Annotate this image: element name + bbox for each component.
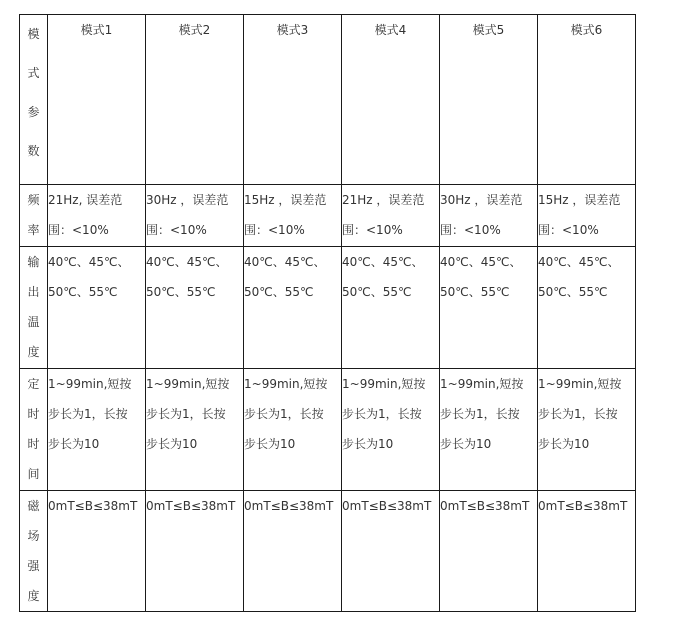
mode-header-4: 模式4 xyxy=(342,15,440,185)
corner-header-cell xyxy=(20,15,48,185)
temperature-cell-mode-1: 40℃、45℃、 50℃、55℃ xyxy=(48,247,146,369)
frequency-cell-mode-3: 15Hz ，误差范 围：<10% xyxy=(244,185,342,247)
frequency-cell-mode-2: 30Hz ，误差范 围：<10% xyxy=(146,185,244,247)
magnetic-cell-mode-1: 0mT≤B≤38mT xyxy=(48,491,146,612)
mode-parameter-table xyxy=(19,14,636,612)
frequency-row xyxy=(20,185,636,247)
frequency-cell-mode-6: 15Hz ，误差范 围：<10% xyxy=(538,185,636,247)
temperature-cell-mode-5: 40℃、45℃、 50℃、55℃ xyxy=(440,247,538,369)
timer-cell-mode-3: 1~99min,短按 步长为1，长按 步长为10 xyxy=(244,369,342,491)
timer-cell-mode-1: 1~99min,短按 步长为1，长按 步长为10 xyxy=(48,369,146,491)
corner-char: 参 xyxy=(27,105,40,119)
row-label-char: 度 xyxy=(27,589,40,603)
mode-header-2: 模式2 xyxy=(146,15,244,185)
row-label-char: 频 xyxy=(27,193,40,207)
magnetic-cell-mode-4: 0mT≤B≤38mT xyxy=(342,491,440,612)
row-label-char: 输 xyxy=(27,255,40,269)
row-label-char: 间 xyxy=(27,467,40,481)
row-label-char: 率 xyxy=(27,223,40,237)
mode-header-6: 模式6 xyxy=(538,15,636,185)
temperature-cell-mode-2: 40℃、45℃、 50℃、55℃ xyxy=(146,247,244,369)
row-label-char: 强 xyxy=(27,559,40,573)
timer-cell-mode-4: 1~99min,短按 步长为1，长按 步长为10 xyxy=(342,369,440,491)
timer-cell-mode-2: 1~99min,短按 步长为1，长按 步长为10 xyxy=(146,369,244,491)
row-label-char: 磁 xyxy=(27,499,40,513)
frequency-cell-mode-4: 21Hz ，误差范 围：<10% xyxy=(342,185,440,247)
frequency-cell-mode-1: 21Hz, 误差范 围：<10% xyxy=(48,185,146,247)
timer-cell-mode-6: 1~99min,短按 步长为1，长按 步长为10 xyxy=(538,369,636,491)
corner-char: 式 xyxy=(27,66,40,80)
temperature-cell-mode-3: 40℃、45℃、 50℃、55℃ xyxy=(244,247,342,369)
magnetic-cell-mode-3: 0mT≤B≤38mT xyxy=(244,491,342,612)
row-label-char: 时 xyxy=(27,437,40,451)
temperature-cell-mode-6: 40℃、45℃、 50℃、55℃ xyxy=(538,247,636,369)
row-label-char: 时 xyxy=(27,407,40,421)
timer-cell-mode-5: 1~99min,短按 步长为1，长按 步长为10 xyxy=(440,369,538,491)
header-row xyxy=(20,15,636,185)
corner-char: 数 xyxy=(27,144,40,158)
magnetic-field-row xyxy=(20,491,636,612)
mode-header-1: 模式1 xyxy=(48,15,146,185)
magnetic-cell-mode-2: 0mT≤B≤38mT xyxy=(146,491,244,612)
row-label-timer xyxy=(20,369,48,491)
temperature-row xyxy=(20,247,636,369)
magnetic-cell-mode-5: 0mT≤B≤38mT xyxy=(440,491,538,612)
row-label-frequency xyxy=(20,185,48,247)
row-label-char: 温 xyxy=(27,315,40,329)
corner-char: 模 xyxy=(27,27,40,41)
magnetic-cell-mode-6: 0mT≤B≤38mT xyxy=(538,491,636,612)
frequency-cell-mode-5: 30Hz ，误差范 围：<10% xyxy=(440,185,538,247)
row-label-temperature xyxy=(20,247,48,369)
row-label-char: 度 xyxy=(27,345,40,359)
row-label-char: 出 xyxy=(27,285,40,299)
row-label-char: 定 xyxy=(27,377,40,391)
timer-row xyxy=(20,369,636,491)
row-label-char: 场 xyxy=(27,529,40,543)
row-label-magnetic-field xyxy=(20,491,48,612)
mode-header-5: 模式5 xyxy=(440,15,538,185)
mode-header-3: 模式3 xyxy=(244,15,342,185)
temperature-cell-mode-4: 40℃、45℃、 50℃、55℃ xyxy=(342,247,440,369)
